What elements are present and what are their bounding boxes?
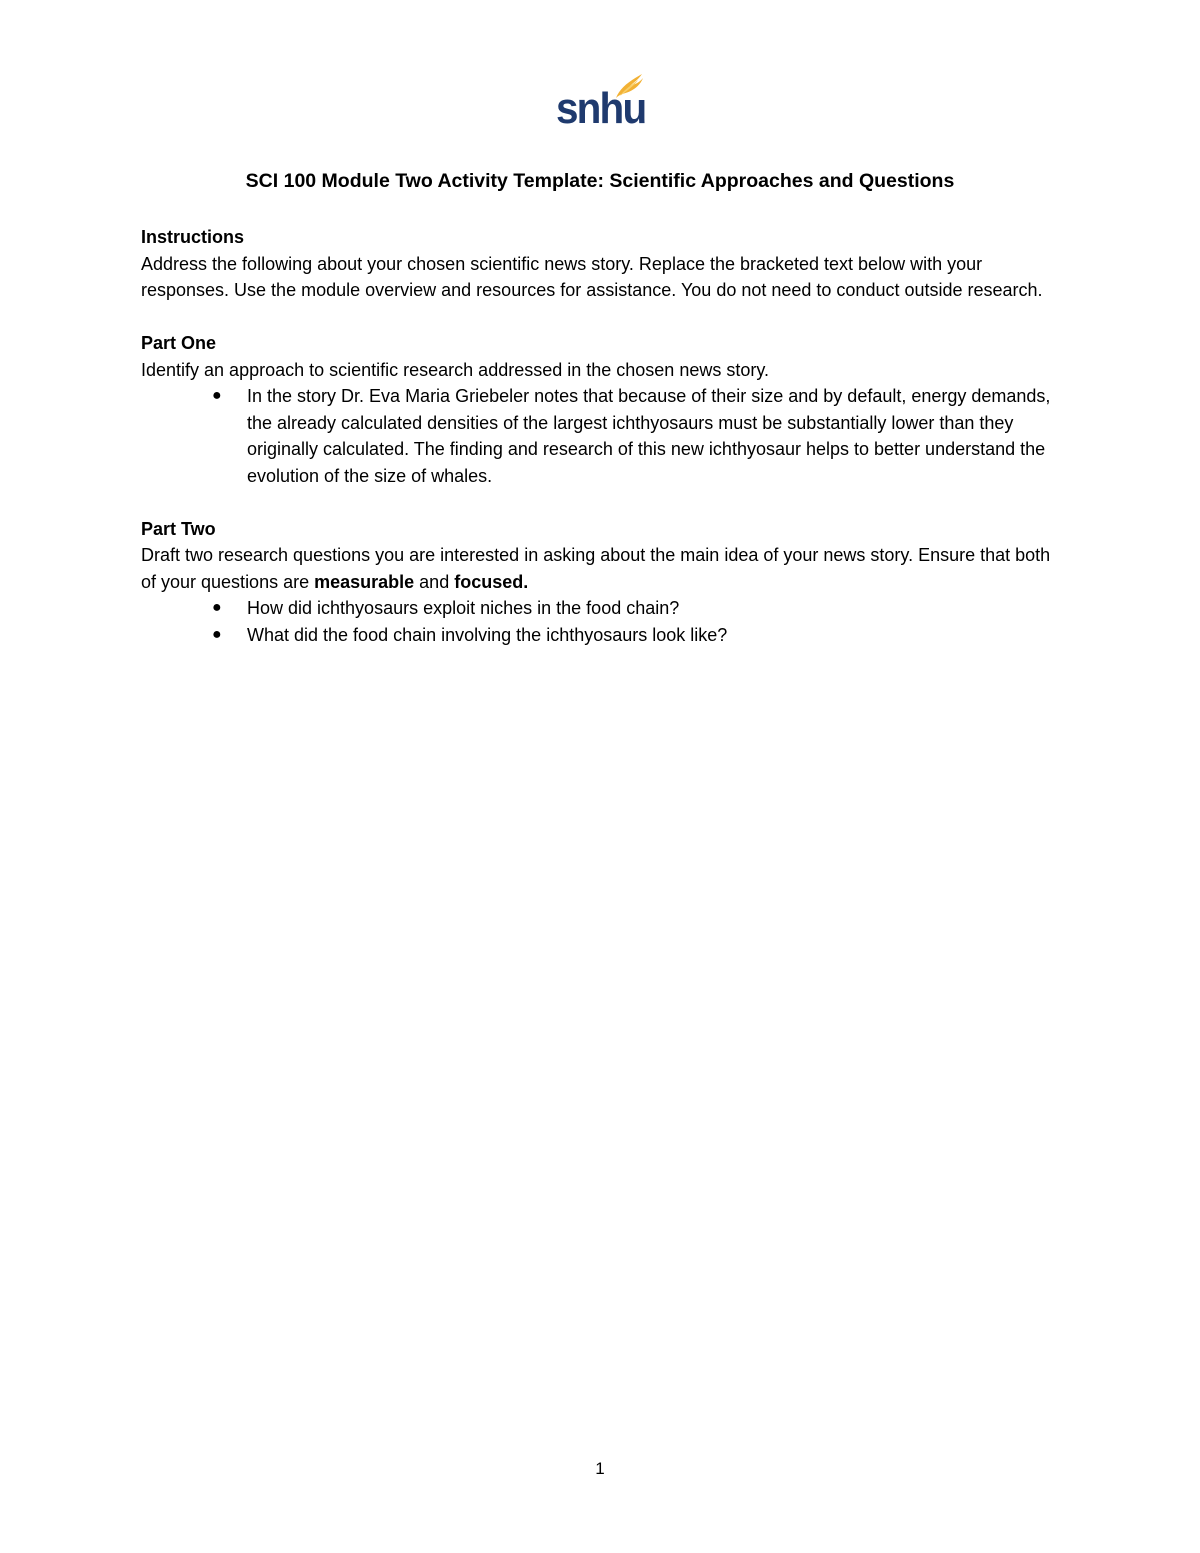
part-one-answer: In the story Dr. Eva Maria Griebeler notes that because of their size and by default, energy demands, the already calculated densities of the largest ichthyosaurs must be substantially lower than they originally calculated. The finding and research of this new ichthyosaur helps to better understand the evolution of the size of whales. [247, 386, 1051, 486]
page-number: 1 [595, 1459, 605, 1478]
bullet-icon: ● [212, 625, 222, 643]
snhu-logo [556, 72, 646, 134]
part-one-prompt: Identify an approach to scientific research addressed in the chosen news story. [141, 359, 770, 380]
instructions-section [141, 224, 1061, 304]
instructions-heading: Instructions [141, 227, 245, 247]
research-question-1: How did ichthyosaurs exploit niches in the food chain? [247, 598, 680, 618]
part-one-section [141, 330, 1061, 489]
part-two-heading: Part Two [141, 518, 216, 539]
bullet-icon: ● [212, 387, 222, 404]
research-question-2: What did the food chain involving the ichthyosaurs look like? [247, 624, 728, 645]
document-body [141, 224, 1061, 675]
part-two-section [141, 516, 1061, 649]
measurable-emphasis: measurable [314, 571, 415, 592]
list-item [212, 383, 1061, 489]
focused-emphasis: focused. [454, 571, 529, 592]
part-two-bullets [141, 595, 1061, 648]
list-item [212, 595, 1061, 622]
part-one-heading: Part One [141, 333, 217, 353]
part-two-prompt-mid: and [414, 571, 455, 592]
part-one-bullets [141, 383, 1061, 489]
list-item [212, 622, 1061, 649]
document-title: SCI 100 Module Two Activity Template: Scientific Approaches and Questions [245, 170, 955, 192]
logo-wordmark: snhu [556, 84, 646, 133]
part-two-prompt-start: Draft two research questions you are interested in asking about the main idea of your news story. Ensure that both of your questions are [141, 545, 1051, 592]
bullet-icon: ● [212, 599, 222, 616]
instructions-text: Address the following about your chosen scientific news story. Replace the bracketed text below with your responses. Use the module overview and resources for assistance. You do not need to conduct outside research. [141, 253, 1043, 300]
part-two-prompt [141, 542, 1061, 595]
